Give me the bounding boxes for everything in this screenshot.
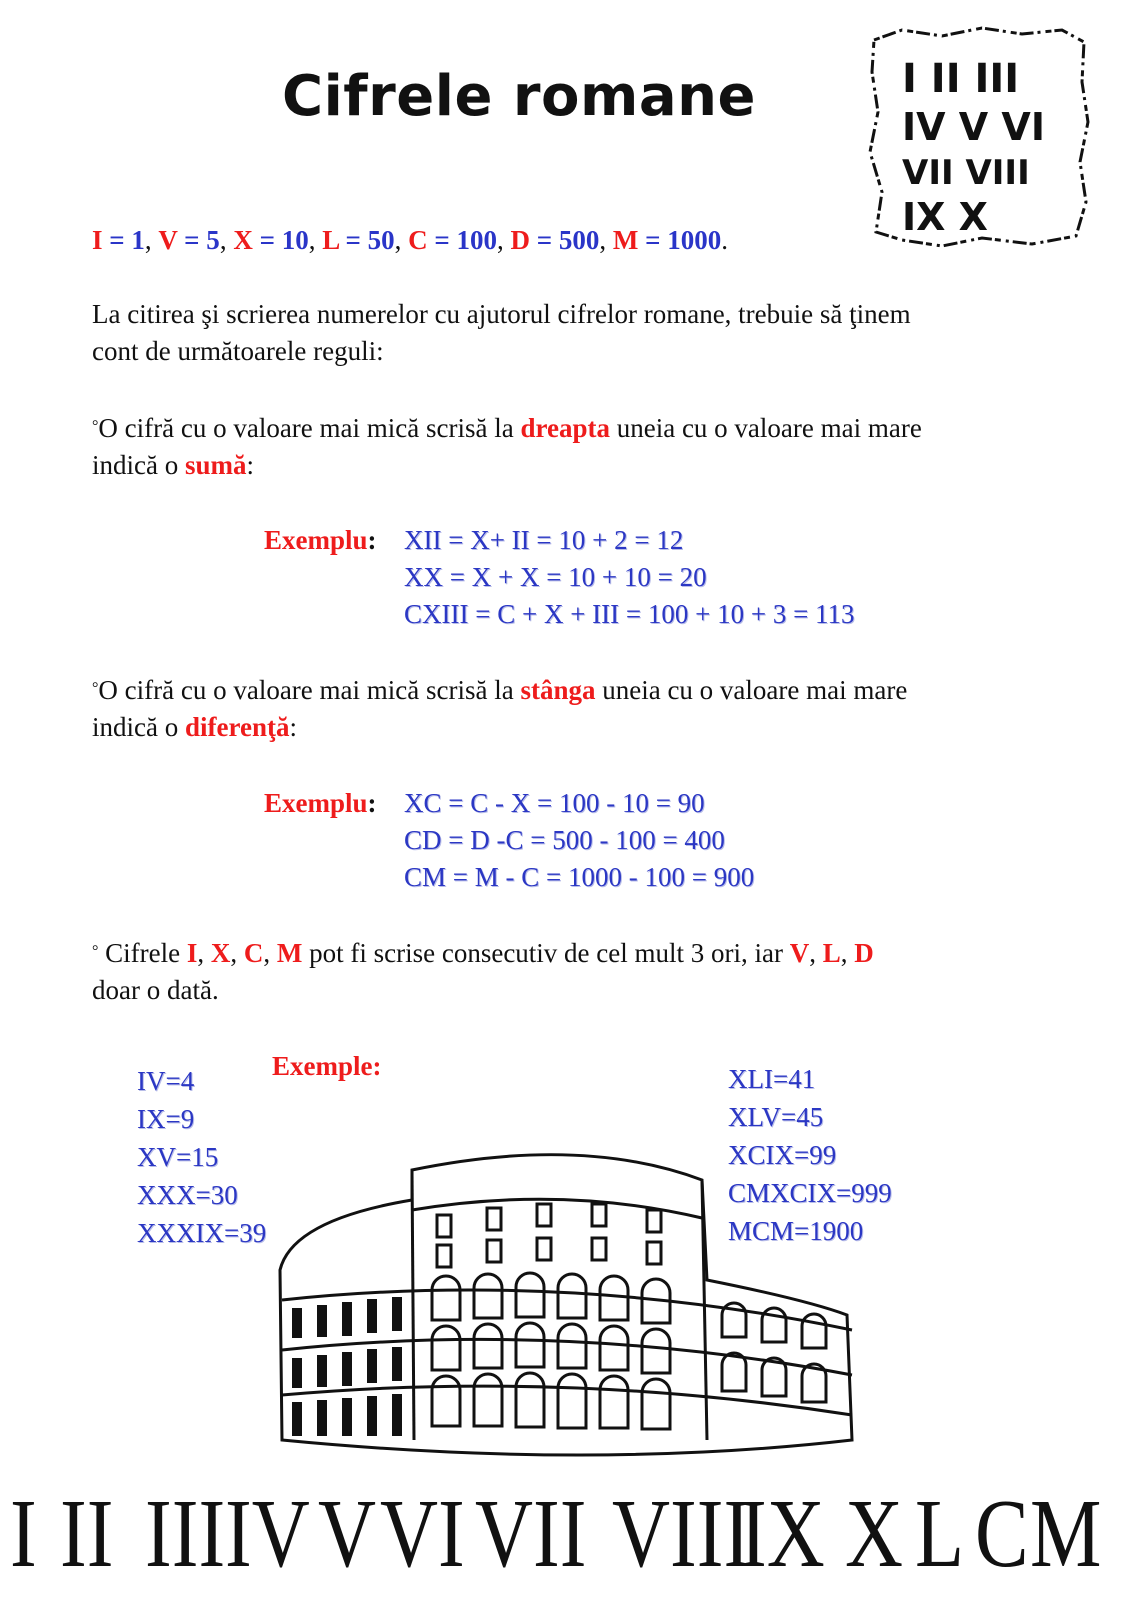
list-item: XV=15 <box>137 1142 219 1172</box>
bullet-icon: ° <box>92 943 99 960</box>
example-line: XX = X + X = 10 + 10 = 20 <box>404 562 707 592</box>
big-numeral: III <box>145 1480 226 1588</box>
big-numeral: IV <box>225 1480 310 1588</box>
big-numeral: V <box>318 1480 377 1588</box>
example-line: CD = D -C = 500 - 100 = 400 <box>404 825 725 855</box>
list-item: XXX=30 <box>137 1180 238 1210</box>
list-item: XCIX=99 <box>728 1140 837 1170</box>
examples-right-list <box>728 1060 892 1250</box>
intro-line2: cont de următoarele reguli: <box>92 336 384 366</box>
big-numeral: C <box>975 1480 1029 1588</box>
big-numeral: VI <box>380 1480 465 1588</box>
big-numerals-row <box>0 1480 1132 1600</box>
example-line: CXIII = C + X + III = 100 + 10 + 3 = 113 <box>404 599 855 629</box>
list-item: XLV=45 <box>728 1102 824 1132</box>
example-label: Exemplu <box>264 788 368 818</box>
rule-sum: °O cifră cu o valoare mai mică scrisă la dreapta uneia cu o valoare mai mare indică o sumă: <box>92 413 922 480</box>
big-numeral: VIII <box>612 1480 751 1588</box>
list-item: IX=9 <box>137 1104 195 1134</box>
keyword-dreapta: dreapta <box>520 413 610 443</box>
example-line: XII = X+ II = 10 + 2 = 12 <box>404 525 684 555</box>
example-line: XC = C - X = 100 - 10 = 90 <box>404 788 705 818</box>
sym-l: L <box>322 225 339 255</box>
example-sum: Exemplu: <box>264 525 377 555</box>
keyword-stanga: stânga <box>520 675 596 705</box>
val-v: = 5 <box>184 225 220 255</box>
sym-c: C <box>408 225 428 255</box>
roman-stamp-image <box>862 22 1094 250</box>
intro-paragraph <box>92 296 911 370</box>
keyword-suma: sumă <box>184 450 247 480</box>
val-c: = 100 <box>434 225 498 255</box>
val-m: = 1000 <box>645 225 722 255</box>
stamp-row3: VII VIII <box>902 153 1030 193</box>
example-difference-lines <box>404 785 754 896</box>
big-numeral: II <box>60 1480 114 1588</box>
val-d: = 500 <box>536 225 600 255</box>
big-numeral: I <box>10 1480 37 1588</box>
sym-x: X <box>233 225 253 255</box>
list-item: XXXIX=39 <box>137 1218 267 1248</box>
list-item: CMXCIX=999 <box>728 1178 892 1208</box>
rule-repetition: ° Cifrele I, X, C, M pot fi scrise consecutiv de cel mult 3 ori, iar V, L, D doar o dată. <box>92 938 874 1005</box>
stamp-row2: IV V VI <box>902 105 1045 149</box>
list-item: MCM=1900 <box>728 1216 864 1246</box>
example-line: CM = M - C = 1000 - 100 = 900 <box>404 862 755 892</box>
val-l: = 50 <box>345 225 395 255</box>
sym-m: M <box>612 225 639 255</box>
page-title: Cifrele romane <box>282 64 757 129</box>
sym-i: I <box>92 225 103 255</box>
val-i: = 1 <box>109 225 145 255</box>
example-label: Exemplu <box>264 525 368 555</box>
example-difference: Exemplu: <box>264 788 377 818</box>
list-item: IV=4 <box>137 1066 195 1096</box>
list-item: XLI=41 <box>728 1064 816 1094</box>
keyword-diferenta: diferenţă <box>184 712 290 742</box>
big-numeral: X <box>845 1480 904 1588</box>
values-line: I = 1, V = 5, X = 10, L = 50, C = 100, D = 500, M = 1000. <box>92 225 729 255</box>
stamp-row1: I II III <box>902 56 1020 102</box>
stamp-row4: IX X <box>902 195 988 239</box>
intro-line1: La citirea şi scrierea numerelor cu ajutorul cifrelor romane, trebuie să ţinem <box>92 299 911 329</box>
examples-left-list <box>137 1062 266 1252</box>
rule-difference: °O cifră cu o valoare mai mică scrisă la stânga uneia cu o valoare mai mare indică o diferenţă: <box>92 675 908 742</box>
bullet-icon: ° <box>92 418 99 435</box>
val-x: = 10 <box>259 225 309 255</box>
examples-heading: Exemple: <box>272 1051 382 1081</box>
big-numeral: L <box>915 1480 965 1588</box>
bullet-icon: ° <box>92 680 99 697</box>
sym-d: D <box>510 225 531 255</box>
big-numeral: IX <box>740 1480 825 1588</box>
big-numeral: VII <box>475 1480 587 1588</box>
sym-v: V <box>158 225 178 255</box>
big-numeral: M <box>1030 1480 1102 1588</box>
example-sum-lines <box>404 522 855 633</box>
